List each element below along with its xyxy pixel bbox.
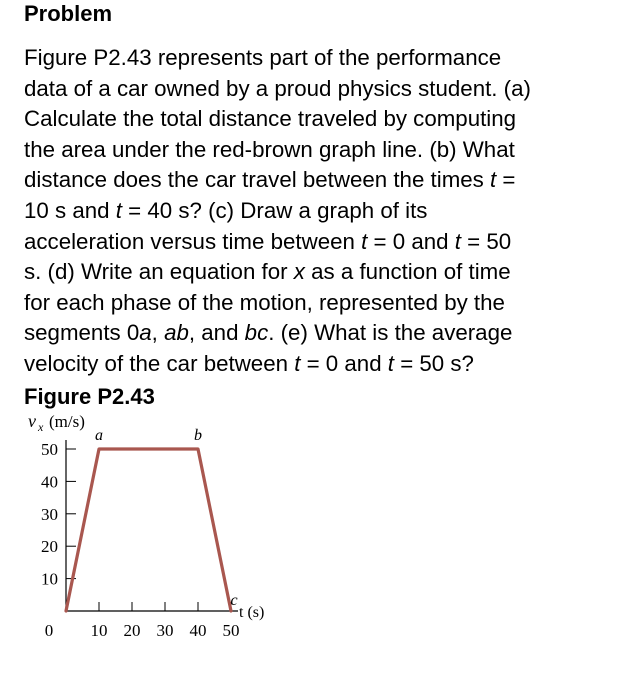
point-label-c: c [230,592,238,609]
y-tick-label: 30 [41,504,58,524]
text-segment: . (e) What is the average [268,320,513,346]
y-tick-label: 40 [41,472,58,492]
y-tick-label: 10 [41,569,58,589]
x-axis-label: t (s) [239,604,265,621]
text-segment: Calculate the total distance traveled by computing [24,106,517,132]
text-segment: distance does the car travel between the times [24,167,491,193]
y-tick-label: 20 [41,537,58,557]
text-segment: Figure P2.43 represents part of the performance [24,45,502,70]
text-segment: velocity of the car between [24,350,295,376]
x-tick-label: 40 [189,621,207,640]
text-segment: as a function of time [304,259,511,285]
x-tick-label: 50 [222,621,240,640]
x-tick-label: 10 [90,621,108,640]
math-variable: a [139,320,152,346]
text-segment: = 50 s? [394,350,474,376]
math-variable: t [387,350,394,376]
figure-title: Figure P2.43 [24,384,155,409]
math-variable: t [294,350,301,376]
y-tick-label: 50 [41,440,58,459]
math-variable: t [454,228,461,254]
text-segment: , [151,320,165,346]
text-segment: segments 0 [24,320,140,346]
text-segment: the area under the red-brown graph line. (b) What [24,136,515,162]
math-variable: x [293,259,305,285]
math-variable: bc [244,320,269,346]
x-tick-label: 30 [156,621,174,640]
y-axis-label-variable: v [28,411,36,431]
text-segment: = 40 s? (c) Draw a graph of its [121,197,428,223]
point-label-b: b [194,427,202,444]
text-segment: s. (d) Write an equation for [24,259,294,285]
math-variable: t [361,228,368,254]
text-segment: for each phase of the motion, represented by the [24,289,505,315]
text-segment: , and [188,320,245,346]
y-axis-label-unit: (m/s) [49,412,85,431]
x-tick-label: 0 [44,621,54,640]
text-segment: 10 s and [24,197,116,223]
math-variable: t [115,197,122,223]
text-segment: = 0 and [367,228,455,254]
problem-heading: Problem [24,1,113,26]
point-label-a: a [95,427,103,444]
series-line-velocity [66,449,231,611]
text-segment: = 50 [460,228,512,254]
math-variable: t [490,167,497,193]
y-axis-label-subscript: x [38,420,44,434]
math-variable: ab [164,320,189,346]
text-segment: = 0 and [300,350,388,376]
x-tick-label: 20 [123,621,141,640]
text-segment: data of a car owned by a proud physics student. (a) [24,75,531,101]
text-segment: acceleration versus time between [24,228,362,254]
text-segment: = [496,167,516,193]
